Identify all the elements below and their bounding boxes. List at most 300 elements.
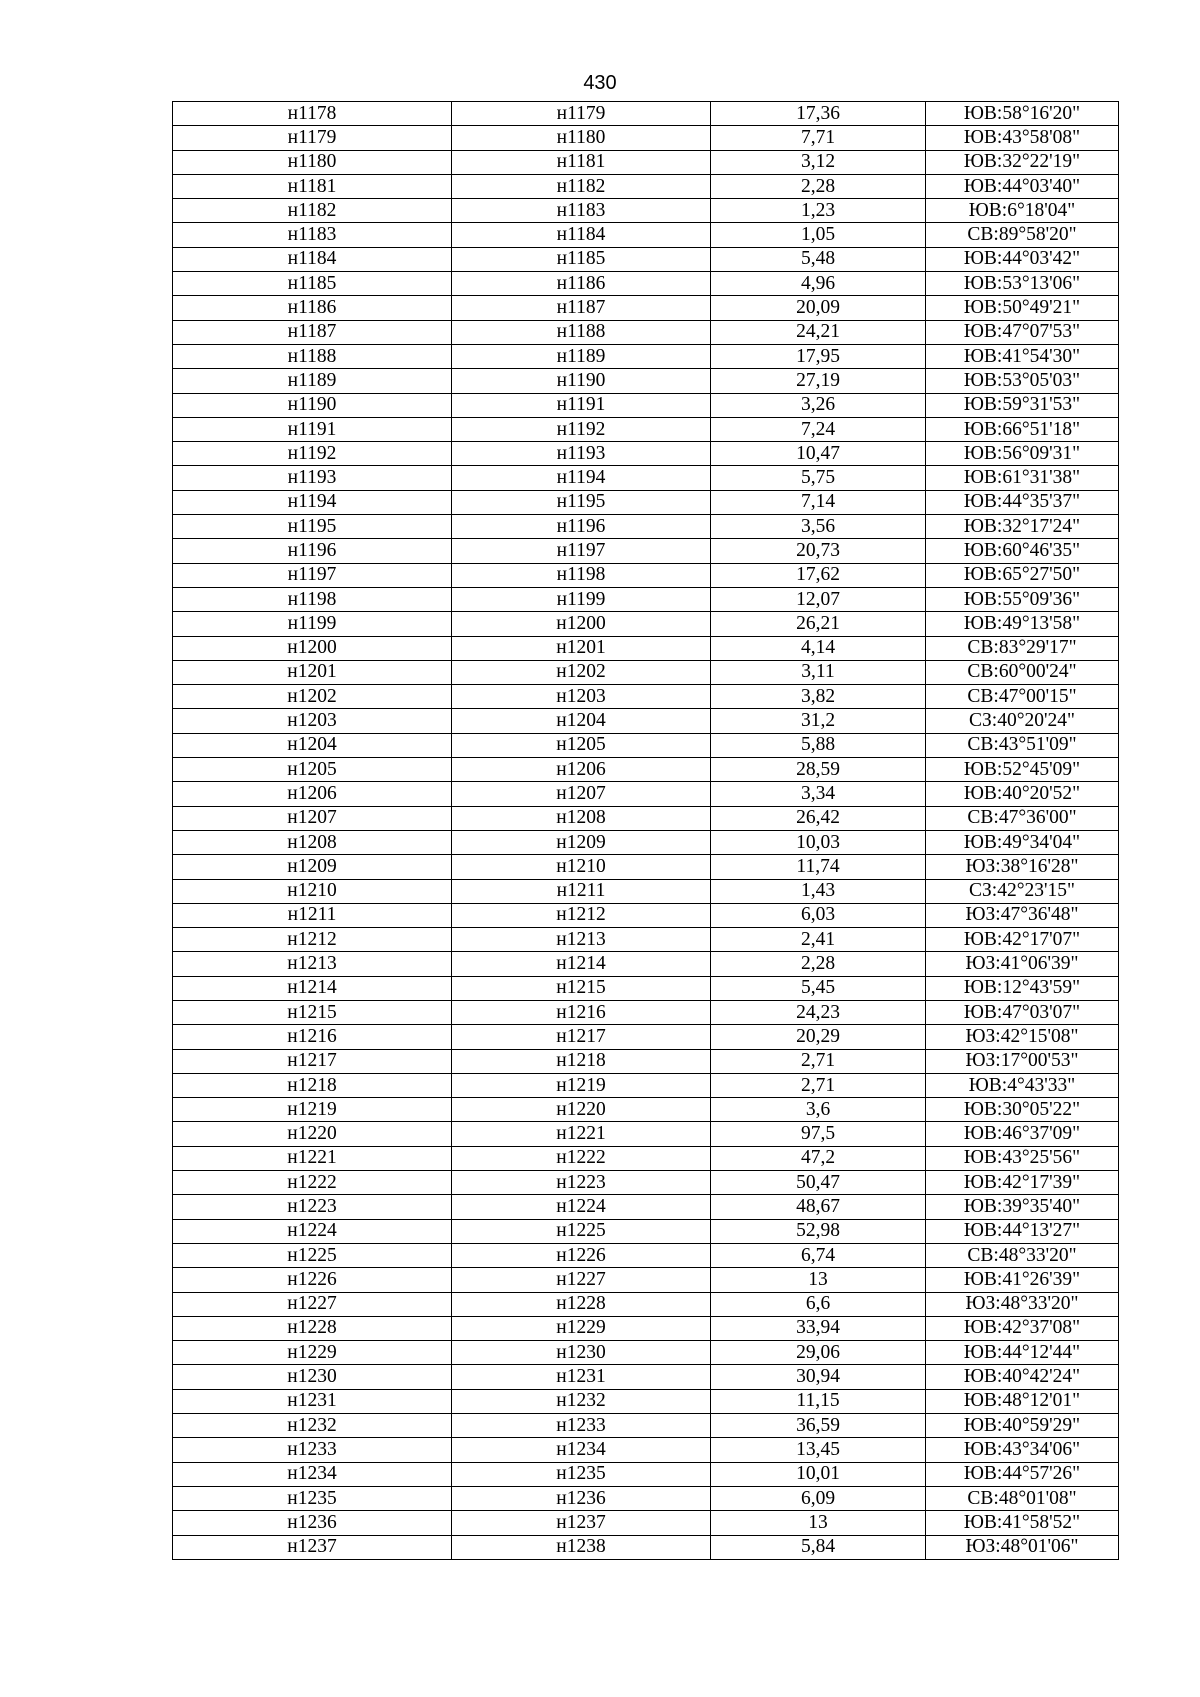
distance-cell: 6,6 (711, 1292, 926, 1316)
to-point-cell: н1229 (452, 1316, 711, 1340)
table-row (173, 150, 1119, 174)
distance-cell: 24,21 (711, 320, 926, 344)
bearing-cell: СВ:47°00'15" (926, 685, 1119, 709)
distance-cell: 10,03 (711, 830, 926, 854)
table-row (173, 1268, 1119, 1292)
to-point-cell: н1233 (452, 1414, 711, 1438)
bearing-cell: ЮВ:44°12'44" (926, 1341, 1119, 1365)
distance-cell: 97,5 (711, 1122, 926, 1146)
distance-cell: 33,94 (711, 1316, 926, 1340)
to-point-cell: н1218 (452, 1049, 711, 1073)
bearing-cell: ЮВ:42°17'39" (926, 1171, 1119, 1195)
distance-cell: 2,28 (711, 952, 926, 976)
distance-cell: 13 (711, 1511, 926, 1535)
table-row (173, 1171, 1119, 1195)
distance-cell: 12,07 (711, 587, 926, 611)
table-row (173, 1243, 1119, 1267)
bearing-cell: ЮВ:44°35'37" (926, 490, 1119, 514)
bearing-cell: СВ:60°00'24" (926, 660, 1119, 684)
to-point-cell: н1204 (452, 709, 711, 733)
distance-cell: 6,74 (711, 1243, 926, 1267)
from-point-cell: н1234 (173, 1462, 452, 1486)
to-point-cell: н1196 (452, 515, 711, 539)
table-row (173, 1195, 1119, 1219)
distance-cell: 5,48 (711, 247, 926, 271)
from-point-cell: н1205 (173, 758, 452, 782)
to-point-cell: н1201 (452, 636, 711, 660)
distance-cell: 6,03 (711, 903, 926, 927)
table-row (173, 223, 1119, 247)
from-point-cell: н1197 (173, 563, 452, 587)
from-point-cell: н1217 (173, 1049, 452, 1073)
from-point-cell: н1191 (173, 417, 452, 441)
from-point-cell: н1179 (173, 126, 452, 150)
from-point-cell: н1202 (173, 685, 452, 709)
distance-cell: 3,34 (711, 782, 926, 806)
table-row (173, 806, 1119, 830)
from-point-cell: н1209 (173, 855, 452, 879)
from-point-cell: н1204 (173, 733, 452, 757)
distance-cell: 3,6 (711, 1098, 926, 1122)
to-point-cell: н1182 (452, 174, 711, 198)
distance-cell: 5,88 (711, 733, 926, 757)
distance-cell: 13,45 (711, 1438, 926, 1462)
from-point-cell: н1201 (173, 660, 452, 684)
bearing-cell: ЮВ:55°09'36" (926, 587, 1119, 611)
to-point-cell: н1197 (452, 539, 711, 563)
distance-cell: 7,71 (711, 126, 926, 150)
table-row (173, 344, 1119, 368)
table-row (173, 1462, 1119, 1486)
survey-points-table (172, 101, 1119, 1560)
bearing-cell: СВ:83°29'17" (926, 636, 1119, 660)
from-point-cell: н1195 (173, 515, 452, 539)
table-row (173, 1438, 1119, 1462)
from-point-cell: н1228 (173, 1316, 452, 1340)
distance-cell: 50,47 (711, 1171, 926, 1195)
from-point-cell: н1206 (173, 782, 452, 806)
table-row (173, 296, 1119, 320)
from-point-cell: н1220 (173, 1122, 452, 1146)
table-row (173, 587, 1119, 611)
to-point-cell: н1209 (452, 830, 711, 854)
bearing-cell: ЮВ:47°03'07" (926, 1000, 1119, 1024)
from-point-cell: н1180 (173, 150, 452, 174)
from-point-cell: н1200 (173, 636, 452, 660)
table-row (173, 1025, 1119, 1049)
bearing-cell: ЮЗ:48°33'20" (926, 1292, 1119, 1316)
distance-cell: 26,21 (711, 612, 926, 636)
distance-cell: 30,94 (711, 1365, 926, 1389)
to-point-cell: н1187 (452, 296, 711, 320)
bearing-cell: СЗ:42°23'15" (926, 879, 1119, 903)
from-point-cell: н1230 (173, 1365, 452, 1389)
from-point-cell: н1219 (173, 1098, 452, 1122)
to-point-cell: н1225 (452, 1219, 711, 1243)
to-point-cell: н1188 (452, 320, 711, 344)
bearing-cell: ЮВ:56°09'31" (926, 442, 1119, 466)
from-point-cell: н1194 (173, 490, 452, 514)
distance-cell: 2,28 (711, 174, 926, 198)
from-point-cell: н1199 (173, 612, 452, 636)
table-row (173, 1341, 1119, 1365)
from-point-cell: н1237 (173, 1535, 452, 1559)
distance-cell: 17,36 (711, 102, 926, 126)
bearing-cell: ЮВ:49°34'04" (926, 830, 1119, 854)
from-point-cell: н1226 (173, 1268, 452, 1292)
distance-cell: 10,01 (711, 1462, 926, 1486)
from-point-cell: н1182 (173, 199, 452, 223)
table-row (173, 490, 1119, 514)
from-point-cell: н1224 (173, 1219, 452, 1243)
distance-cell: 48,67 (711, 1195, 926, 1219)
bearing-cell: ЮВ:50°49'21" (926, 296, 1119, 320)
table-row (173, 1122, 1119, 1146)
distance-cell: 2,71 (711, 1049, 926, 1073)
to-point-cell: н1203 (452, 685, 711, 709)
bearing-cell: ЮВ:46°37'09" (926, 1122, 1119, 1146)
from-point-cell: н1233 (173, 1438, 452, 1462)
table-row (173, 952, 1119, 976)
table-row (173, 612, 1119, 636)
from-point-cell: н1196 (173, 539, 452, 563)
table-row (173, 515, 1119, 539)
from-point-cell: н1235 (173, 1486, 452, 1510)
from-point-cell: н1193 (173, 466, 452, 490)
table-row (173, 685, 1119, 709)
from-point-cell: н1208 (173, 830, 452, 854)
distance-cell: 47,2 (711, 1146, 926, 1170)
from-point-cell: н1184 (173, 247, 452, 271)
table-row (173, 393, 1119, 417)
table-row (173, 1219, 1119, 1243)
bearing-cell: ЮВ:42°37'08" (926, 1316, 1119, 1340)
bearing-cell: ЮВ:53°05'03" (926, 369, 1119, 393)
bearing-cell: ЮВ:4°43'33" (926, 1073, 1119, 1097)
to-point-cell: н1232 (452, 1389, 711, 1413)
table-row (173, 1535, 1119, 1559)
from-point-cell: н1178 (173, 102, 452, 126)
table-row (173, 442, 1119, 466)
from-point-cell: н1216 (173, 1025, 452, 1049)
distance-cell: 13 (711, 1268, 926, 1292)
from-point-cell: н1210 (173, 879, 452, 903)
to-point-cell: н1199 (452, 587, 711, 611)
bearing-cell: ЮВ:40°42'24" (926, 1365, 1119, 1389)
distance-cell: 3,12 (711, 150, 926, 174)
table-body (173, 102, 1119, 1560)
distance-cell: 3,82 (711, 685, 926, 709)
from-point-cell: н1223 (173, 1195, 452, 1219)
bearing-cell: ЮВ:44°03'42" (926, 247, 1119, 271)
to-point-cell: н1224 (452, 1195, 711, 1219)
bearing-cell: ЮВ:42°17'07" (926, 928, 1119, 952)
bearing-cell: ЮВ:6°18'04" (926, 199, 1119, 223)
distance-cell: 11,74 (711, 855, 926, 879)
to-point-cell: н1215 (452, 976, 711, 1000)
to-point-cell: н1217 (452, 1025, 711, 1049)
table-row (173, 830, 1119, 854)
bearing-cell: ЮЗ:38°16'28" (926, 855, 1119, 879)
bearing-cell: ЮВ:32°17'24" (926, 515, 1119, 539)
bearing-cell: ЮВ:40°20'52" (926, 782, 1119, 806)
table-row (173, 1146, 1119, 1170)
page-number: 430 (583, 72, 617, 94)
bearing-cell: ЮВ:30°05'22" (926, 1098, 1119, 1122)
to-point-cell: н1237 (452, 1511, 711, 1535)
to-point-cell: н1220 (452, 1098, 711, 1122)
table-row (173, 733, 1119, 757)
from-point-cell: н1203 (173, 709, 452, 733)
from-point-cell: н1222 (173, 1171, 452, 1195)
to-point-cell: н1183 (452, 199, 711, 223)
to-point-cell: н1235 (452, 1462, 711, 1486)
table-row (173, 782, 1119, 806)
from-point-cell: н1227 (173, 1292, 452, 1316)
distance-cell: 2,71 (711, 1073, 926, 1097)
table-row (173, 1000, 1119, 1024)
table-row (173, 758, 1119, 782)
to-point-cell: н1226 (452, 1243, 711, 1267)
table-row (173, 539, 1119, 563)
distance-cell: 6,09 (711, 1486, 926, 1510)
bearing-cell: ЮВ:44°13'27" (926, 1219, 1119, 1243)
to-point-cell: н1210 (452, 855, 711, 879)
table-row (173, 102, 1119, 126)
distance-cell: 11,15 (711, 1389, 926, 1413)
bearing-cell: ЮВ:52°45'09" (926, 758, 1119, 782)
table-row (173, 879, 1119, 903)
distance-cell: 31,2 (711, 709, 926, 733)
distance-cell: 24,23 (711, 1000, 926, 1024)
from-point-cell: н1183 (173, 223, 452, 247)
table-row (173, 174, 1119, 198)
to-point-cell: н1222 (452, 1146, 711, 1170)
table-row (173, 1316, 1119, 1340)
to-point-cell: н1221 (452, 1122, 711, 1146)
distance-cell: 17,62 (711, 563, 926, 587)
bearing-cell: СВ:47°36'00" (926, 806, 1119, 830)
to-point-cell: н1206 (452, 758, 711, 782)
table-row (173, 1414, 1119, 1438)
distance-cell: 4,14 (711, 636, 926, 660)
bearing-cell: ЮВ:44°57'26" (926, 1462, 1119, 1486)
to-point-cell: н1238 (452, 1535, 711, 1559)
from-point-cell: н1225 (173, 1243, 452, 1267)
bearing-cell: ЮЗ:47°36'48" (926, 903, 1119, 927)
bearing-cell: СВ:48°33'20" (926, 1243, 1119, 1267)
table-row (173, 563, 1119, 587)
from-point-cell: н1186 (173, 296, 452, 320)
to-point-cell: н1192 (452, 417, 711, 441)
to-point-cell: н1227 (452, 1268, 711, 1292)
distance-cell: 26,42 (711, 806, 926, 830)
from-point-cell: н1211 (173, 903, 452, 927)
to-point-cell: н1223 (452, 1171, 711, 1195)
distance-cell: 7,14 (711, 490, 926, 514)
table-row (173, 903, 1119, 927)
bearing-cell: СВ:89°58'20" (926, 223, 1119, 247)
to-point-cell: н1207 (452, 782, 711, 806)
table-row (173, 855, 1119, 879)
to-point-cell: н1180 (452, 126, 711, 150)
to-point-cell: н1179 (452, 102, 711, 126)
bearing-cell: ЮВ:59°31'53" (926, 393, 1119, 417)
to-point-cell: н1236 (452, 1486, 711, 1510)
to-point-cell: н1186 (452, 272, 711, 296)
table-row (173, 126, 1119, 150)
to-point-cell: н1211 (452, 879, 711, 903)
table-row (173, 320, 1119, 344)
distance-cell: 20,09 (711, 296, 926, 320)
distance-cell: 5,84 (711, 1535, 926, 1559)
from-point-cell: н1218 (173, 1073, 452, 1097)
distance-cell: 3,26 (711, 393, 926, 417)
from-point-cell: н1213 (173, 952, 452, 976)
bearing-cell: ЮВ:60°46'35" (926, 539, 1119, 563)
to-point-cell: н1181 (452, 150, 711, 174)
from-point-cell: н1212 (173, 928, 452, 952)
bearing-cell: ЮВ:66°51'18" (926, 417, 1119, 441)
table-row (173, 1365, 1119, 1389)
to-point-cell: н1228 (452, 1292, 711, 1316)
distance-cell: 1,23 (711, 199, 926, 223)
bearing-cell: ЮВ:12°43'59" (926, 976, 1119, 1000)
bearing-cell: ЮВ:43°25'56" (926, 1146, 1119, 1170)
distance-cell: 10,47 (711, 442, 926, 466)
from-point-cell: н1229 (173, 1341, 452, 1365)
to-point-cell: н1214 (452, 952, 711, 976)
distance-cell: 1,43 (711, 879, 926, 903)
bearing-cell: ЮЗ:42°15'08" (926, 1025, 1119, 1049)
from-point-cell: н1192 (173, 442, 452, 466)
to-point-cell: н1200 (452, 612, 711, 636)
table-row (173, 1511, 1119, 1535)
bearing-cell: ЮВ:40°59'29" (926, 1414, 1119, 1438)
distance-cell: 2,41 (711, 928, 926, 952)
to-point-cell: н1184 (452, 223, 711, 247)
table-row (173, 928, 1119, 952)
distance-cell: 1,05 (711, 223, 926, 247)
from-point-cell: н1187 (173, 320, 452, 344)
distance-cell: 7,24 (711, 417, 926, 441)
bearing-cell: ЮВ:49°13'58" (926, 612, 1119, 636)
bearing-cell: ЮВ:39°35'40" (926, 1195, 1119, 1219)
to-point-cell: н1190 (452, 369, 711, 393)
distance-cell: 17,95 (711, 344, 926, 368)
bearing-cell: ЮВ:65°27'50" (926, 563, 1119, 587)
table-row (173, 1389, 1119, 1413)
table-row (173, 272, 1119, 296)
table-row (173, 709, 1119, 733)
to-point-cell: н1189 (452, 344, 711, 368)
table-row (173, 1486, 1119, 1510)
from-point-cell: н1221 (173, 1146, 452, 1170)
to-point-cell: н1205 (452, 733, 711, 757)
to-point-cell: н1230 (452, 1341, 711, 1365)
to-point-cell: н1198 (452, 563, 711, 587)
to-point-cell: н1191 (452, 393, 711, 417)
from-point-cell: н1185 (173, 272, 452, 296)
distance-cell: 4,96 (711, 272, 926, 296)
table-row (173, 417, 1119, 441)
from-point-cell: н1236 (173, 1511, 452, 1535)
bearing-cell: ЮЗ:41°06'39" (926, 952, 1119, 976)
table-row (173, 636, 1119, 660)
from-point-cell: н1188 (173, 344, 452, 368)
to-point-cell: н1195 (452, 490, 711, 514)
from-point-cell: н1214 (173, 976, 452, 1000)
bearing-cell: ЮВ:32°22'19" (926, 150, 1119, 174)
bearing-cell: СВ:43°51'09" (926, 733, 1119, 757)
distance-cell: 29,06 (711, 1341, 926, 1365)
to-point-cell: н1194 (452, 466, 711, 490)
bearing-cell: ЮВ:41°58'52" (926, 1511, 1119, 1535)
from-point-cell: н1181 (173, 174, 452, 198)
distance-cell: 52,98 (711, 1219, 926, 1243)
table-row (173, 369, 1119, 393)
distance-cell: 28,59 (711, 758, 926, 782)
to-point-cell: н1185 (452, 247, 711, 271)
from-point-cell: н1231 (173, 1389, 452, 1413)
bearing-cell: ЮЗ:48°01'06" (926, 1535, 1119, 1559)
to-point-cell: н1231 (452, 1365, 711, 1389)
to-point-cell: н1234 (452, 1438, 711, 1462)
to-point-cell: н1219 (452, 1073, 711, 1097)
distance-cell: 5,75 (711, 466, 926, 490)
from-point-cell: н1207 (173, 806, 452, 830)
bearing-cell: ЮВ:53°13'06" (926, 272, 1119, 296)
to-point-cell: н1213 (452, 928, 711, 952)
distance-cell: 3,56 (711, 515, 926, 539)
table-row (173, 660, 1119, 684)
to-point-cell: н1216 (452, 1000, 711, 1024)
distance-cell: 20,73 (711, 539, 926, 563)
distance-cell: 27,19 (711, 369, 926, 393)
bearing-cell: ЮВ:47°07'53" (926, 320, 1119, 344)
from-point-cell: н1190 (173, 393, 452, 417)
bearing-cell: ЮВ:61°31'38" (926, 466, 1119, 490)
bearing-cell: ЮВ:41°54'30" (926, 344, 1119, 368)
bearing-cell: СЗ:40°20'24" (926, 709, 1119, 733)
bearing-cell: ЮВ:41°26'39" (926, 1268, 1119, 1292)
from-point-cell: н1232 (173, 1414, 452, 1438)
distance-cell: 3,11 (711, 660, 926, 684)
bearing-cell: СВ:48°01'08" (926, 1486, 1119, 1510)
to-point-cell: н1193 (452, 442, 711, 466)
table-row (173, 1098, 1119, 1122)
bearing-cell: ЮВ:43°34'06" (926, 1438, 1119, 1462)
table-row (173, 199, 1119, 223)
table-row (173, 1049, 1119, 1073)
table-row (173, 247, 1119, 271)
table-row (173, 976, 1119, 1000)
from-point-cell: н1198 (173, 587, 452, 611)
distance-cell: 20,29 (711, 1025, 926, 1049)
to-point-cell: н1208 (452, 806, 711, 830)
to-point-cell: н1212 (452, 903, 711, 927)
bearing-cell: ЮВ:48°12'01" (926, 1389, 1119, 1413)
from-point-cell: н1189 (173, 369, 452, 393)
bearing-cell: ЮЗ:17°00'53" (926, 1049, 1119, 1073)
from-point-cell: н1215 (173, 1000, 452, 1024)
table-row (173, 466, 1119, 490)
to-point-cell: н1202 (452, 660, 711, 684)
table-row (173, 1292, 1119, 1316)
table-row (173, 1073, 1119, 1097)
distance-cell: 5,45 (711, 976, 926, 1000)
bearing-cell: ЮВ:58°16'20" (926, 102, 1119, 126)
